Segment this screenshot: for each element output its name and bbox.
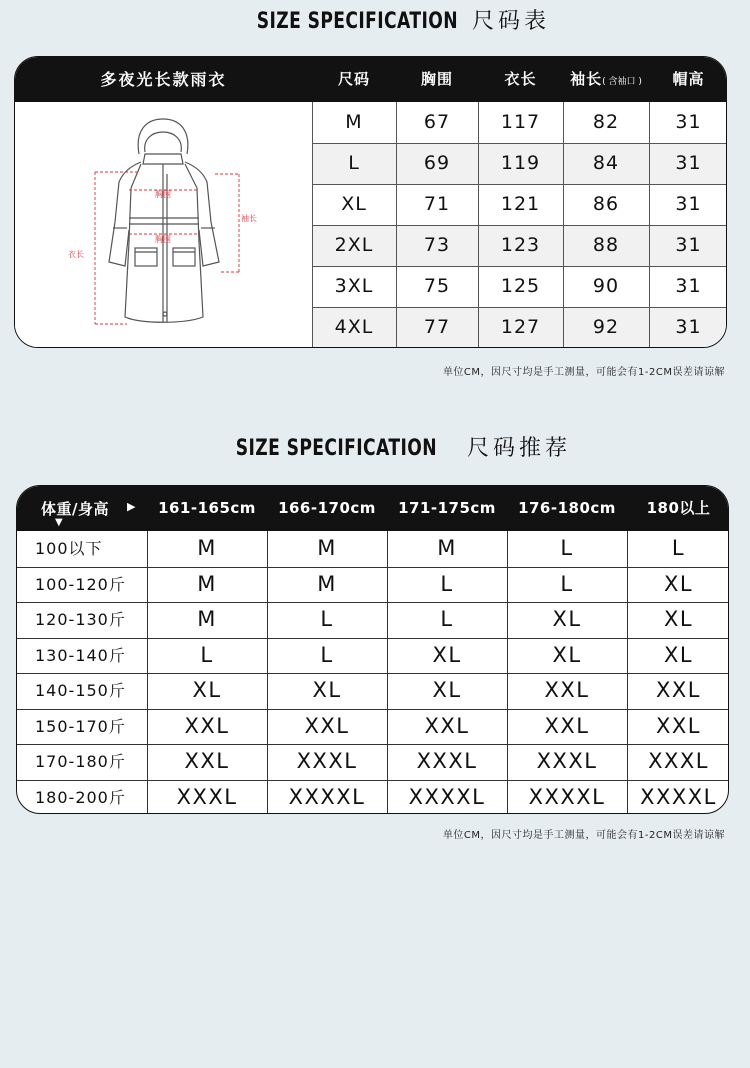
- length-cell: 123: [500, 234, 541, 256]
- size-cell: L: [320, 607, 334, 631]
- size-recommend-title: [0, 431, 750, 462]
- length-label: 衣长: [68, 250, 84, 259]
- size-cell: L: [560, 536, 574, 560]
- size-cell: L: [440, 571, 454, 596]
- weight-row: [17, 531, 729, 567]
- weight-row: [17, 780, 729, 815]
- sleeve-cell: 84: [592, 152, 620, 174]
- size-chart-table: [14, 56, 727, 348]
- size-cell: L: [671, 536, 686, 560]
- size-cell: XL: [663, 607, 694, 631]
- weight-row: [17, 744, 729, 780]
- length-cell: 117: [500, 111, 541, 133]
- chest-cell: 77: [423, 316, 451, 338]
- size-row: [312, 225, 727, 266]
- size-row: [312, 266, 727, 307]
- sleeve-cell: 86: [592, 193, 620, 215]
- corner-label: 体重/身高: [41, 500, 109, 518]
- size-cell: XXL: [184, 749, 230, 773]
- raincoat-diagram: [15, 102, 312, 348]
- size-recommend-table: [16, 485, 729, 814]
- size-recommend-header: [17, 486, 728, 531]
- size-cell: L: [348, 152, 360, 174]
- height-col: 166-170cm: [278, 499, 376, 517]
- hood-cell: 31: [675, 193, 702, 215]
- length-cell: 119: [500, 152, 541, 174]
- weight-cell: 100以下: [35, 539, 103, 558]
- height-col: 176-180cm: [518, 499, 616, 517]
- grid-divider: [312, 266, 727, 267]
- weight-row: [17, 567, 729, 603]
- size-cell: XL: [192, 678, 222, 702]
- grid-divider: [17, 709, 729, 710]
- hood-cell: 31: [675, 152, 702, 174]
- header-chest: 胸围: [420, 70, 453, 88]
- length-cell: 125: [500, 275, 541, 297]
- size-recommend-title-en: SIZE SPECIFICATION: [235, 436, 437, 461]
- chest-cell: 67: [423, 111, 451, 133]
- grid-divider: [17, 602, 729, 603]
- grid-divider: [17, 567, 729, 568]
- size-cell: XL: [432, 678, 462, 702]
- size-cell: XXXL: [176, 784, 238, 809]
- size-cell: M: [345, 111, 363, 133]
- header-sleeve: [563, 57, 649, 102]
- size-cell: XXXXL: [288, 784, 366, 809]
- size-cell: M: [197, 607, 217, 631]
- grid-divider: [312, 225, 727, 226]
- weight-row: [17, 638, 729, 674]
- weight-cell: 140-150斤: [35, 681, 126, 700]
- height-col: 171-175cm: [398, 499, 496, 517]
- size-cell: XXL: [656, 713, 701, 738]
- size-row: [312, 143, 727, 184]
- size-cell: 4XL: [334, 316, 374, 338]
- hood-cell: 31: [675, 111, 702, 133]
- size-cell: XXXXL: [528, 784, 606, 809]
- weight-row: [17, 602, 729, 638]
- chest-cell: 71: [423, 193, 451, 215]
- raincoat-illustration: [15, 102, 312, 348]
- size-cell: M: [197, 571, 217, 596]
- size-recommend-title-zh: 尺码推荐: [466, 436, 571, 461]
- length-cell: 121: [500, 193, 541, 215]
- sleeve-cell: 92: [592, 316, 620, 338]
- height-col: 180以上: [646, 499, 711, 517]
- hood-cell: 31: [675, 316, 702, 338]
- header-hood: 帽高: [672, 70, 705, 88]
- weight-cell: 180-200斤: [35, 787, 126, 807]
- size-cell: L: [200, 642, 214, 667]
- grid-divider: [312, 307, 727, 308]
- size-cell: XXL: [544, 713, 590, 738]
- size-cell: XXL: [544, 678, 590, 702]
- size-row: [312, 307, 727, 348]
- chest-cell: 75: [423, 275, 451, 297]
- weight-cell: 170-180斤: [35, 752, 126, 771]
- size-chart-title: [0, 4, 750, 35]
- grid-divider: [17, 638, 729, 639]
- grid-divider: [17, 673, 729, 674]
- chest-cell: 73: [423, 234, 451, 256]
- weight-cell: 130-140斤: [35, 645, 126, 665]
- size-cell: XXXXL: [640, 784, 717, 809]
- size-cell: XL: [552, 607, 582, 631]
- size-cell: XL: [432, 642, 462, 667]
- grid-divider: [17, 780, 729, 781]
- header-sleeve-note: ( 含袖口 ): [602, 77, 642, 87]
- size-cell: XL: [312, 678, 342, 702]
- size-cell: L: [320, 642, 334, 667]
- size-cell: M: [197, 536, 217, 560]
- size-cell: M: [317, 536, 337, 560]
- sleeve-label: 袖长: [241, 214, 257, 223]
- sleeve-cell: 82: [592, 111, 620, 133]
- grid-divider: [17, 744, 729, 745]
- hood-cell: 31: [675, 275, 702, 297]
- chest-label-bottom: 胸围: [155, 235, 171, 244]
- size-cell: XL: [341, 193, 367, 215]
- size-cell: XXXL: [536, 749, 598, 773]
- product-name: 多夜光长款雨衣: [100, 70, 227, 89]
- size-cell: XXXXL: [408, 784, 486, 809]
- sleeve-cell: 90: [592, 275, 620, 297]
- size-cell: M: [317, 571, 337, 596]
- size-cell: XXXL: [296, 749, 358, 773]
- size-chart-title-en: SIZE SPECIFICATION: [256, 9, 458, 34]
- measurement-note: 单位CM，因尺寸均是手工测量，可能会有1-2CM误差请谅解: [442, 367, 725, 378]
- hood-cell: 31: [675, 234, 702, 256]
- chest-cell: 69: [423, 152, 451, 174]
- size-recommend-grid: [17, 531, 729, 814]
- grid-divider: [312, 143, 727, 144]
- size-cell: XL: [552, 642, 582, 667]
- size-cell: 2XL: [334, 234, 374, 256]
- chest-label-top: 胸围: [155, 190, 171, 199]
- size-cell: L: [440, 607, 454, 631]
- grid-divider: [312, 184, 727, 185]
- size-row: [312, 102, 727, 143]
- size-cell: XL: [663, 642, 694, 667]
- size-cell: 3XL: [334, 275, 374, 297]
- size-row: [312, 184, 727, 225]
- weight-height-corner: [17, 486, 147, 531]
- header-sleeve-label: 袖长: [570, 70, 603, 88]
- weight-row: [17, 673, 729, 709]
- length-cell: 127: [500, 316, 541, 338]
- arrow-right-icon: ▶: [127, 500, 136, 513]
- size-chart-grid: [312, 102, 727, 348]
- weight-cell: 120-130斤: [35, 610, 126, 629]
- header-size: 尺码: [337, 70, 370, 88]
- size-cell: XXL: [424, 713, 470, 738]
- weight-cell: 100-120斤: [35, 574, 126, 594]
- size-cell: XXXL: [416, 749, 478, 773]
- size-chart-header: [15, 57, 726, 102]
- arrow-down-icon: ▼: [55, 517, 63, 528]
- weight-cell: 150-170斤: [35, 716, 126, 736]
- weight-row: [17, 709, 729, 745]
- height-col: 161-165cm: [158, 499, 256, 517]
- size-cell: M: [437, 536, 457, 560]
- size-cell: XXL: [184, 713, 230, 738]
- sleeve-cell: 88: [592, 234, 620, 256]
- header-length: 衣长: [504, 70, 537, 88]
- size-cell: XXL: [304, 713, 350, 738]
- size-cell: L: [560, 571, 574, 596]
- size-cell: XXXL: [648, 749, 709, 773]
- size-chart-title-zh: 尺码表: [471, 9, 550, 34]
- recommend-note: 单位CM，因尺寸均是手工测量，可能会有1-2CM误差请谅解: [442, 830, 725, 841]
- size-cell: XL: [663, 571, 694, 596]
- size-cell: XXL: [656, 678, 701, 702]
